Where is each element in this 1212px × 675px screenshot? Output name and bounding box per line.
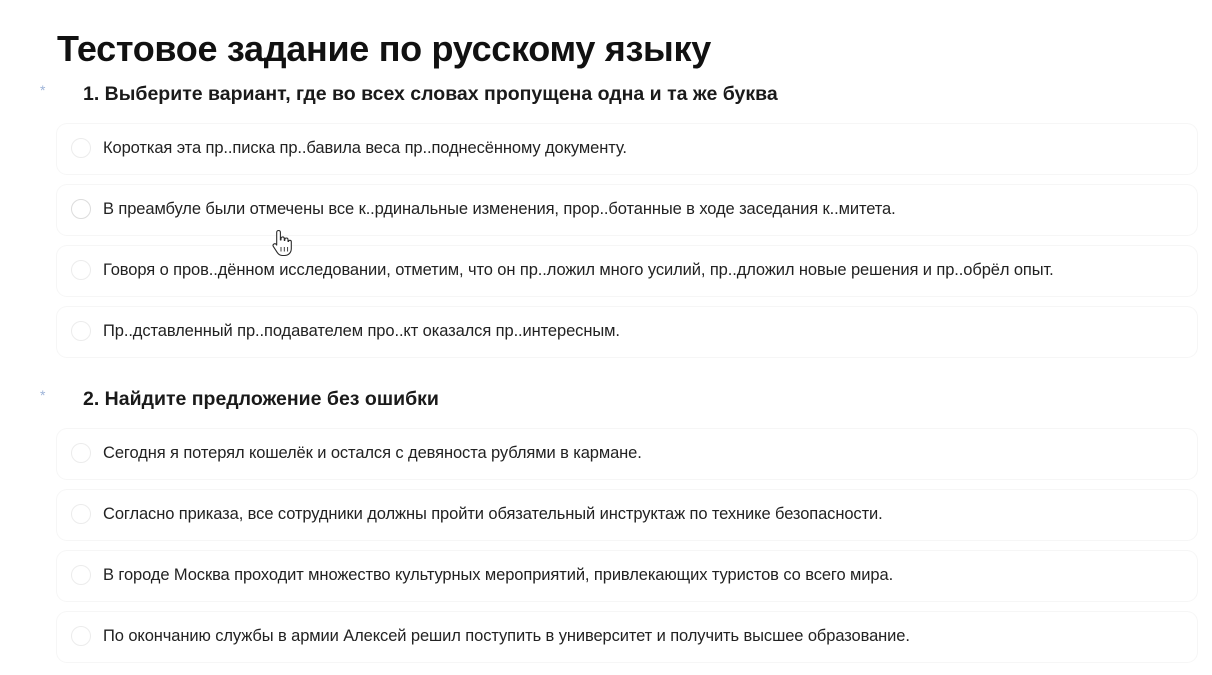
question-header [0,80,1212,110]
answer-options [57,124,1197,368]
radio-button[interactable] [71,321,91,341]
answer-option[interactable] [57,124,1197,174]
answer-option-label: Говоря о пров..дённом исследовании, отметим, что он пр..ложил много усилий, пр..дложил новые решения и пр..обрёл опыт. [103,261,1054,279]
radio-button[interactable] [71,565,91,585]
question-header [0,385,1212,415]
question-2 [0,385,1212,645]
answer-option-label: Короткая эта пр..писка пр..бавила веса пр..поднесённому документу. [103,139,627,157]
form-title: Тестовое задание по русскому языку [57,28,711,69]
answer-option[interactable] [57,612,1197,662]
answer-option-label: Пр..дставленный пр..подавателем про..кт оказался пр..интересным. [103,322,620,340]
question-title: 2. Найдите предложение без ошибки [83,388,439,410]
answer-option-label: По окончанию службы в армии Алексей решил поступить в университет и получить высшее образование. [103,627,910,645]
answer-option[interactable] [57,490,1197,540]
radio-button[interactable] [71,260,91,280]
radio-button[interactable] [71,138,91,158]
answer-option-label: В городе Москва проходит множество культурных мероприятий, привлекающих туристов со всего мира. [103,566,894,584]
answer-option[interactable] [57,185,1197,235]
answer-options [57,429,1197,673]
required-marker: * [40,387,46,403]
answer-option[interactable] [57,246,1197,296]
answer-option[interactable] [57,551,1197,601]
answer-option[interactable] [57,307,1197,357]
question-1 [0,80,1212,340]
radio-button[interactable] [71,626,91,646]
radio-button[interactable] [71,504,91,524]
answer-option-label: В преамбуле были отмечены все к..рдинальные изменения, прор..ботанные в ходе заседания к..митета. [103,200,896,218]
required-marker: * [40,82,46,98]
answer-option[interactable] [57,429,1197,479]
answer-option-label: Согласно приказа, все сотрудники должны пройти обязательный инструктаж по технике безопасности. [103,505,883,523]
radio-button[interactable] [71,443,91,463]
answer-option-label: Сегодня я потерял кошелёк и остался с девяноста рублями в кармане. [103,444,642,462]
question-title: 1. Выберите вариант, где во всех словах пропущена одна и та же буква [83,83,778,105]
radio-button[interactable] [71,199,91,219]
